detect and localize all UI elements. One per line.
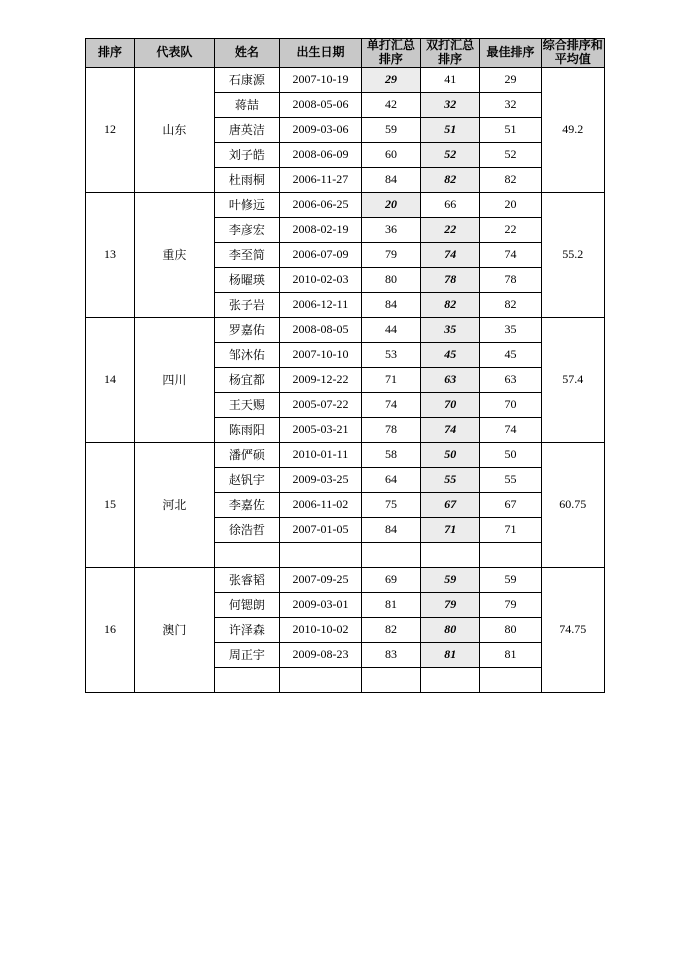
cell-doubles-rank: 71 — [421, 517, 480, 542]
cell-birthdate: 2006-12-11 — [280, 292, 362, 317]
cell-doubles-rank: 82 — [421, 292, 480, 317]
cell-birthdate: 2009-03-01 — [280, 592, 362, 617]
cell-singles-rank: 59 — [361, 117, 420, 142]
cell-singles-rank: 74 — [361, 392, 420, 417]
cell-birthdate: 2007-10-10 — [280, 342, 362, 367]
cell-birthdate: 2009-03-25 — [280, 467, 362, 492]
header-name: 姓名 — [214, 39, 279, 68]
cell-player-name: 周正宇 — [214, 642, 279, 667]
cell-best-rank: 51 — [480, 117, 541, 142]
cell-rank: 14 — [86, 317, 135, 442]
cell-singles-rank: 71 — [361, 367, 420, 392]
cell-player-name: 张睿韬 — [214, 567, 279, 592]
cell-best-rank: 55 — [480, 467, 541, 492]
cell-best-rank: 78 — [480, 267, 541, 292]
header-row — [86, 39, 605, 68]
cell-player-name: 李彦宏 — [214, 217, 279, 242]
cell-best-rank: 22 — [480, 217, 541, 242]
cell-overall-average: 55.2 — [541, 192, 604, 317]
cell-player-name: 杨曜瑛 — [214, 267, 279, 292]
cell-best-rank: 63 — [480, 367, 541, 392]
cell-singles-rank: 84 — [361, 167, 420, 192]
cell-doubles-rank: 81 — [421, 642, 480, 667]
cell-best-rank: 79 — [480, 592, 541, 617]
cell-team: 山东 — [135, 67, 215, 192]
cell-birthdate: 2006-11-02 — [280, 492, 362, 517]
cell-singles-rank: 80 — [361, 267, 420, 292]
header-doubles-rank: 双打汇总排序 — [421, 39, 480, 68]
cell-doubles-rank: 78 — [421, 267, 480, 292]
cell-doubles-rank: 35 — [421, 317, 480, 342]
cell-player-name: 王天赐 — [214, 392, 279, 417]
cell-player-name — [214, 542, 279, 567]
cell-team: 河北 — [135, 442, 215, 567]
cell-singles-rank: 53 — [361, 342, 420, 367]
cell-best-rank: 59 — [480, 567, 541, 592]
cell-singles-rank: 42 — [361, 92, 420, 117]
cell-best-rank: 32 — [480, 92, 541, 117]
cell-player-name: 罗嘉佑 — [214, 317, 279, 342]
table-row — [86, 317, 605, 342]
cell-best-rank: 80 — [480, 617, 541, 642]
header-team: 代表队 — [135, 39, 215, 68]
cell-singles-rank: 75 — [361, 492, 420, 517]
cell-rank: 12 — [86, 67, 135, 192]
cell-birthdate: 2008-05-06 — [280, 92, 362, 117]
cell-singles-rank: 84 — [361, 292, 420, 317]
cell-best-rank: 82 — [480, 292, 541, 317]
cell-birthdate: 2006-07-09 — [280, 242, 362, 267]
cell-player-name: 杨宜都 — [214, 367, 279, 392]
cell-birthdate — [280, 542, 362, 567]
cell-player-name: 石康源 — [214, 67, 279, 92]
cell-birthdate: 2006-06-25 — [280, 192, 362, 217]
cell-birthdate: 2007-10-19 — [280, 67, 362, 92]
cell-player-name: 徐浩哲 — [214, 517, 279, 542]
cell-player-name: 李嘉佐 — [214, 492, 279, 517]
table-row — [86, 192, 605, 217]
cell-overall-average: 60.75 — [541, 442, 604, 567]
table-row — [86, 567, 605, 592]
cell-best-rank — [480, 542, 541, 567]
table-body — [86, 67, 605, 692]
cell-player-name: 潘俨硕 — [214, 442, 279, 467]
header-overall-average: 综合排序和平均值 — [542, 38, 603, 66]
cell-rank: 16 — [86, 567, 135, 692]
cell-birthdate: 2010-02-03 — [280, 267, 362, 292]
cell-birthdate: 2009-08-23 — [280, 642, 362, 667]
cell-best-rank: 35 — [480, 317, 541, 342]
cell-singles-rank: 20 — [361, 192, 420, 217]
header-rank: 排序 — [86, 39, 135, 68]
cell-singles-rank: 84 — [361, 517, 420, 542]
table-header — [86, 39, 605, 68]
cell-best-rank — [480, 667, 541, 692]
cell-best-rank: 20 — [480, 192, 541, 217]
cell-rank: 15 — [86, 442, 135, 567]
cell-player-name: 刘子皓 — [214, 142, 279, 167]
cell-best-rank: 45 — [480, 342, 541, 367]
cell-player-name: 唐英洁 — [214, 117, 279, 142]
cell-rank: 13 — [86, 192, 135, 317]
cell-birthdate: 2008-06-09 — [280, 142, 362, 167]
cell-best-rank: 74 — [480, 242, 541, 267]
cell-player-name: 张子岩 — [214, 292, 279, 317]
cell-doubles-rank: 52 — [421, 142, 480, 167]
cell-doubles-rank: 67 — [421, 492, 480, 517]
cell-doubles-rank — [421, 542, 480, 567]
cell-best-rank: 67 — [480, 492, 541, 517]
table-row — [86, 442, 605, 467]
cell-singles-rank: 69 — [361, 567, 420, 592]
cell-doubles-rank: 59 — [421, 567, 480, 592]
cell-doubles-rank: 80 — [421, 617, 480, 642]
cell-player-name: 陈雨阳 — [214, 417, 279, 442]
cell-singles-rank: 29 — [361, 67, 420, 92]
header-birthdate: 出生日期 — [280, 39, 362, 68]
cell-overall-average: 74.75 — [541, 567, 604, 692]
cell-best-rank: 71 — [480, 517, 541, 542]
cell-singles-rank — [361, 667, 420, 692]
cell-best-rank: 29 — [480, 67, 541, 92]
cell-birthdate: 2007-01-05 — [280, 517, 362, 542]
cell-best-rank: 70 — [480, 392, 541, 417]
cell-doubles-rank: 66 — [421, 192, 480, 217]
cell-best-rank: 52 — [480, 142, 541, 167]
cell-best-rank: 82 — [480, 167, 541, 192]
cell-birthdate: 2005-03-21 — [280, 417, 362, 442]
cell-birthdate: 2010-01-11 — [280, 442, 362, 467]
cell-singles-rank: 64 — [361, 467, 420, 492]
cell-doubles-rank: 22 — [421, 217, 480, 242]
cell-doubles-rank: 45 — [421, 342, 480, 367]
cell-singles-rank: 60 — [361, 142, 420, 167]
cell-overall-average: 57.4 — [541, 317, 604, 442]
cell-birthdate: 2007-09-25 — [280, 567, 362, 592]
cell-player-name: 赵钒宇 — [214, 467, 279, 492]
cell-singles-rank: 83 — [361, 642, 420, 667]
cell-birthdate: 2005-07-22 — [280, 392, 362, 417]
header-singles-rank: 单打汇总排序 — [361, 39, 420, 68]
cell-doubles-rank: 41 — [421, 67, 480, 92]
cell-player-name: 蒋喆 — [214, 92, 279, 117]
header-best-rank: 最佳排序 — [480, 39, 541, 68]
cell-birthdate: 2009-12-22 — [280, 367, 362, 392]
cell-doubles-rank: 51 — [421, 117, 480, 142]
cell-player-name: 邹沐佑 — [214, 342, 279, 367]
cell-doubles-rank: 55 — [421, 467, 480, 492]
cell-player-name: 杜雨桐 — [214, 167, 279, 192]
cell-team: 重庆 — [135, 192, 215, 317]
cell-doubles-rank: 82 — [421, 167, 480, 192]
cell-birthdate: 2006-11-27 — [280, 167, 362, 192]
cell-singles-rank: 82 — [361, 617, 420, 642]
cell-singles-rank: 79 — [361, 242, 420, 267]
ranking-table — [85, 38, 605, 693]
cell-player-name — [214, 667, 279, 692]
cell-team: 澳门 — [135, 567, 215, 692]
cell-overall-average: 49.2 — [541, 67, 604, 192]
cell-doubles-rank: 74 — [421, 242, 480, 267]
cell-doubles-rank — [421, 667, 480, 692]
cell-birthdate: 2008-02-19 — [280, 217, 362, 242]
cell-player-name: 许泽森 — [214, 617, 279, 642]
cell-singles-rank: 78 — [361, 417, 420, 442]
cell-player-name: 叶修远 — [214, 192, 279, 217]
cell-singles-rank: 58 — [361, 442, 420, 467]
cell-doubles-rank: 63 — [421, 367, 480, 392]
cell-doubles-rank: 50 — [421, 442, 480, 467]
cell-best-rank: 50 — [480, 442, 541, 467]
cell-birthdate: 2010-10-02 — [280, 617, 362, 642]
cell-doubles-rank: 74 — [421, 417, 480, 442]
cell-team: 四川 — [135, 317, 215, 442]
cell-singles-rank — [361, 542, 420, 567]
cell-best-rank: 81 — [480, 642, 541, 667]
cell-player-name: 李至简 — [214, 242, 279, 267]
cell-birthdate: 2008-08-05 — [280, 317, 362, 342]
cell-doubles-rank: 79 — [421, 592, 480, 617]
cell-birthdate — [280, 667, 362, 692]
cell-birthdate: 2009-03-06 — [280, 117, 362, 142]
cell-singles-rank: 36 — [361, 217, 420, 242]
cell-doubles-rank: 70 — [421, 392, 480, 417]
cell-doubles-rank: 32 — [421, 92, 480, 117]
table-row — [86, 67, 605, 92]
cell-player-name: 何锶朗 — [214, 592, 279, 617]
cell-singles-rank: 44 — [361, 317, 420, 342]
cell-singles-rank: 81 — [361, 592, 420, 617]
cell-best-rank: 74 — [480, 417, 541, 442]
